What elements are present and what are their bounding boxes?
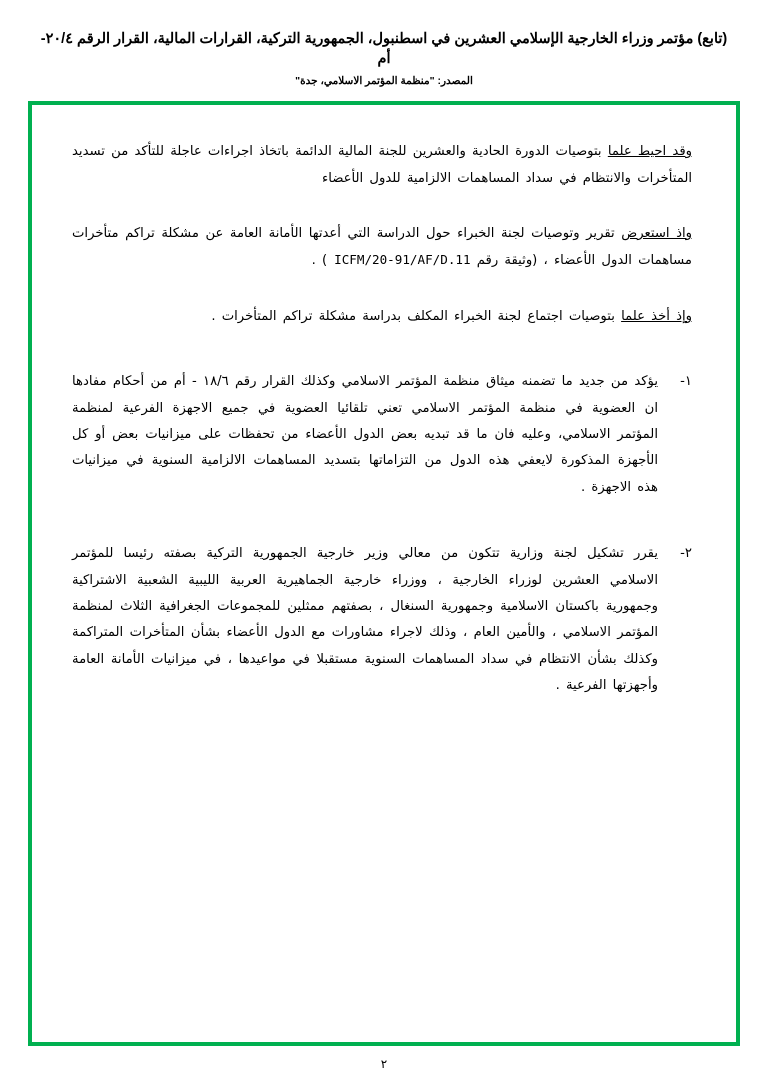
paragraph-1-lead: وقد احيط علما (607, 144, 692, 160)
list-item (72, 369, 692, 501)
list-item-number: ٢- (680, 546, 692, 562)
list-item-text: من جديد ما تضمنه ميثاق منظمة المؤتمر الاسلامي وكذلك القرار رقم ١٨/٦ - أم من أحكام مفادها ان العضوية في منظمة المؤتمر الاسلامي تعني تلقائيا العضوية في جميع الاجهزة الفرعية لمنظمة المؤتمر الاسلامي، وعليه فان ما قد تبديه بعض الدول الأعضاء من تحفظات على ميزانيات بعض أو كل الأجهزة المذكورة لايعفي هذه الدول من التزاماتها بتسديد المساهمات الالزامية السنوية في ميزانيات هذه الاجهزة . (72, 374, 658, 495)
list-item (72, 541, 692, 699)
list-item-number: ١- (680, 374, 692, 390)
spacer (72, 294, 692, 304)
page-header (0, 0, 768, 87)
spacer (72, 349, 692, 369)
paragraph-1-text: بتوصيات الدورة الحادية والعشرين للجنة المالية الدائمة باتخاذ اجراءات عاجلة للتأكد من تسديد المتأخرات والانتظام في سداد المساهمات الالزامية للدول الأعضاء (72, 144, 692, 186)
content-frame (28, 101, 740, 1046)
list-item-body (72, 541, 658, 699)
paragraph-2-text: تقرير وتوصيات لجنة الخبراء حول الدراسة التي أعدتها الأمانة العامة عن مشكلة تراكم متأخرات مساهمات الدول الأعضاء ، (وثيقة رقم (72, 225, 692, 269)
paragraph-2-lead: واذ استعرض (621, 225, 692, 241)
paragraph-2-text-after: ) . (311, 253, 335, 269)
list-item-lead: يؤكد (634, 374, 658, 390)
spacer (72, 211, 692, 221)
document-reference-number: ICFM/20-91/AF/D.11 (334, 252, 471, 268)
page-title: (تابع) مؤتمر وزراء الخارجية الإسلامي العشرين في اسطنبول، الجمهورية التركية، القرارات المالية، القرار الرقم ٢٠/٤-أم (40, 31, 728, 67)
paragraph-2 (72, 221, 692, 275)
page-number: ٢ (380, 1057, 388, 1071)
list-item-text: تشكيل لجنة وزارية تتكون من معالي وزير خارجية الجمهورية التركية بصفته رئيسا للمؤتمر الاسلامي العشرين لوزراء الخارجية ، ووزراء خارجية الجماهيرية العربية الليبية الشعبية الاشتراكية وجمهورية باكستان الاسلامية وجمهورية السنغال ، بصفتهم ممثلين للمجموعات الجغرافية الثلاث لمنظمة المؤتمر الاسلامي ، والأمين العام ، وذلك لاجراء مشاورات مع الدول الأعضاء بشأن المتأخرات المتراكمة وكذلك بشأن الانتظام في سداد المساهمات السنوية مستقبلا في مواعيدها ، في ميزانيات الأمانة العامة وأجهزتها الفرعية . (72, 546, 658, 694)
paragraph-1 (72, 139, 692, 192)
paragraph-3 (72, 304, 692, 330)
spacer (72, 521, 692, 541)
list-item-body (72, 369, 658, 501)
paragraph-3-text: بتوصيات اجتماع لجنة الخبراء المكلف بدراسة مشكلة تراكم المتأخرات . (211, 308, 622, 324)
paragraph-3-lead: وإذ أخذ علما (621, 308, 692, 324)
source-line: المصدر: "منظمة المؤتمر الاسلامي، جدة" (295, 75, 473, 88)
list-item-lead: يقرر (634, 546, 658, 562)
